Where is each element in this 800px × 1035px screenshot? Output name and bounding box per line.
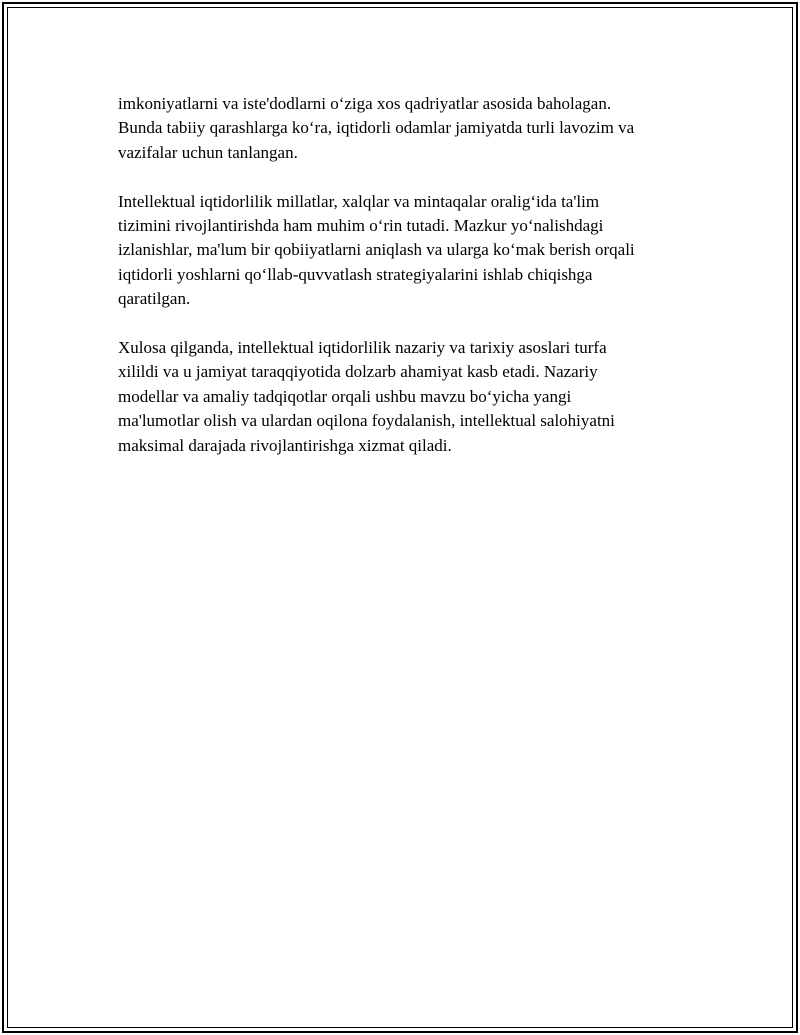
- document-body: [118, 92, 698, 458]
- paragraph-3: Xulosa qilganda, intellektual iqtidorlilik nazariy va tarixiy asoslari turfa xilildi va u jamiyat taraqqiyotida dolzarb ahamiyat kasb etadi. Nazariy modellar va amaliy tadqiqotlar orqali ushbu mavzu bo‘yicha yangi ma'lumotlar olish va ulardan oqilona foydalanish, intellektual salohiyatni maksimal darajada rivojlantirishga xizmat qiladi.: [118, 338, 615, 455]
- paragraph-1: imkoniyatlarni va iste'dodlarni o‘ziga xos qadriyatlar asosida baholagan. Bunda tabiiy qarashlarga ko‘ra, iqtidorli odamlar jamiyatda turli lavozim va vazifalar uchun tanlangan.: [118, 94, 635, 162]
- paragraph-2: Intellektual iqtidorlilik millatlar, xalqlar va mintaqalar oralig‘ida ta'lim tizimini rivojlantirishda ham muhim o‘rin tutadi. Mazkur yo‘nalishdagi izlanishlar, ma'lum bir qobiiyatlarni aniqlash va ularga ko‘mak berish orqali iqtidorli yoshlarni qo‘llab-quvvatlash strategiyalarini ishlab chiqishga qaratilgan.: [118, 191, 635, 309]
